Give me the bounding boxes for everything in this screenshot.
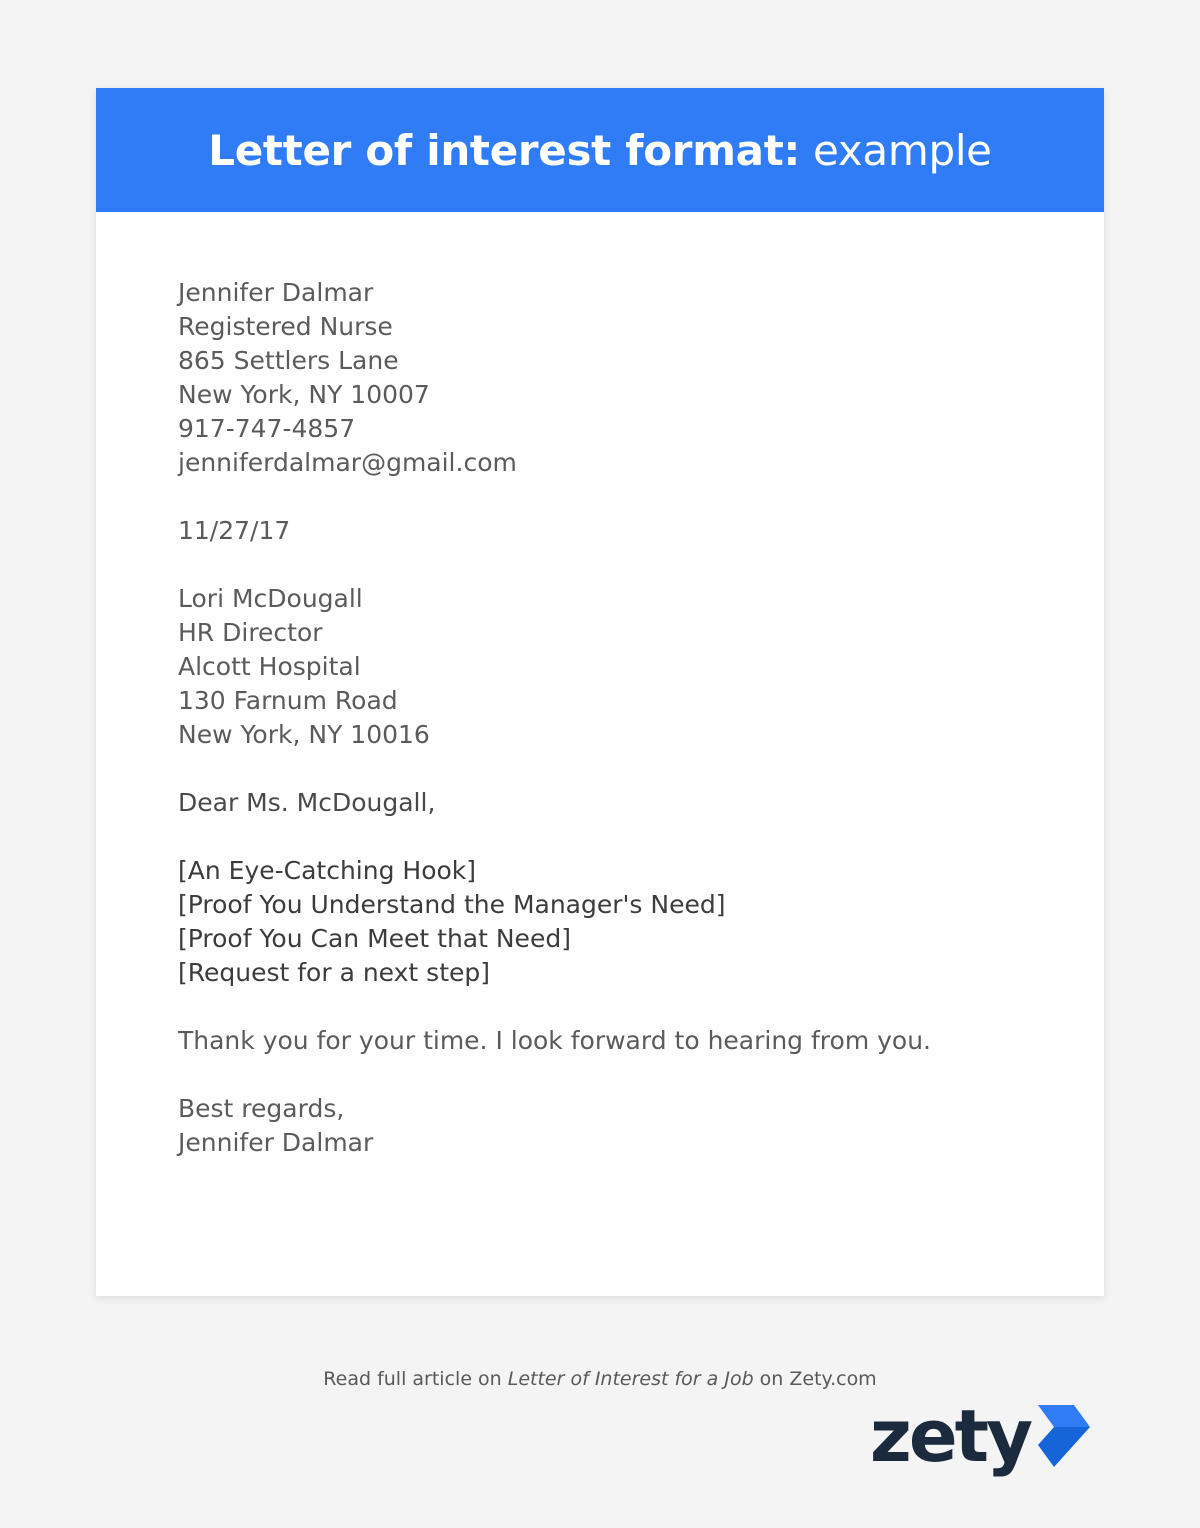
sender-line: jenniferdalmar@gmail.com — [178, 448, 517, 477]
body-placeholder: [Request for a next step] — [178, 958, 490, 987]
closing-line: Thank you for your time. I look forward to hearing from you. — [178, 1026, 932, 1055]
body-placeholder: [An Eye-Catching Hook] — [178, 856, 477, 885]
recipient-line: HR Director — [178, 618, 323, 647]
sender-line: 917-747-4857 — [178, 414, 356, 443]
letter-date: 11/27/17 — [178, 516, 291, 545]
body-placeholder-block — [178, 854, 1104, 990]
letter-card — [96, 88, 1104, 1296]
sender-line: Jennifer Dalmar — [178, 278, 374, 307]
date-block — [178, 514, 1104, 548]
card-header — [96, 88, 1104, 212]
signoff-line: Best regards, — [178, 1094, 345, 1123]
salutation: Dear Ms. McDougall, — [178, 788, 436, 817]
zety-arrow-icon — [1034, 1405, 1090, 1467]
body-placeholder: [Proof You Understand the Manager's Need] — [178, 890, 726, 919]
signoff-line: Jennifer Dalmar — [178, 1128, 374, 1157]
recipient-block — [178, 582, 1104, 752]
footer-prefix: Read full article on — [323, 1368, 508, 1390]
footer-article-link[interactable]: Letter of Interest for a Job — [507, 1368, 754, 1390]
page-title-bold: Letter of interest format: — [208, 125, 800, 175]
letter-body — [96, 212, 1104, 1160]
body-placeholder: [Proof You Can Meet that Need] — [178, 924, 571, 953]
recipient-line: New York, NY 10016 — [178, 720, 430, 749]
recipient-line: Lori McDougall — [178, 584, 363, 613]
salutation-block — [178, 786, 1104, 820]
footer-suffix: on Zety.com — [753, 1368, 877, 1390]
recipient-line: Alcott Hospital — [178, 652, 361, 681]
page-title-light: example — [800, 125, 992, 175]
zety-logo[interactable] — [869, 1394, 1090, 1478]
recipient-line: 130 Farnum Road — [178, 686, 398, 715]
sender-line: Registered Nurse — [178, 312, 393, 341]
footer-note — [0, 1368, 1200, 1390]
closing-block — [178, 1024, 1104, 1058]
sender-line: New York, NY 10007 — [178, 380, 430, 409]
sender-line: 865 Settlers Lane — [178, 346, 399, 375]
page-title — [208, 126, 991, 175]
sender-block — [178, 276, 1104, 480]
zety-logo-text: zety — [869, 1394, 1030, 1478]
signoff-block — [178, 1092, 1104, 1160]
